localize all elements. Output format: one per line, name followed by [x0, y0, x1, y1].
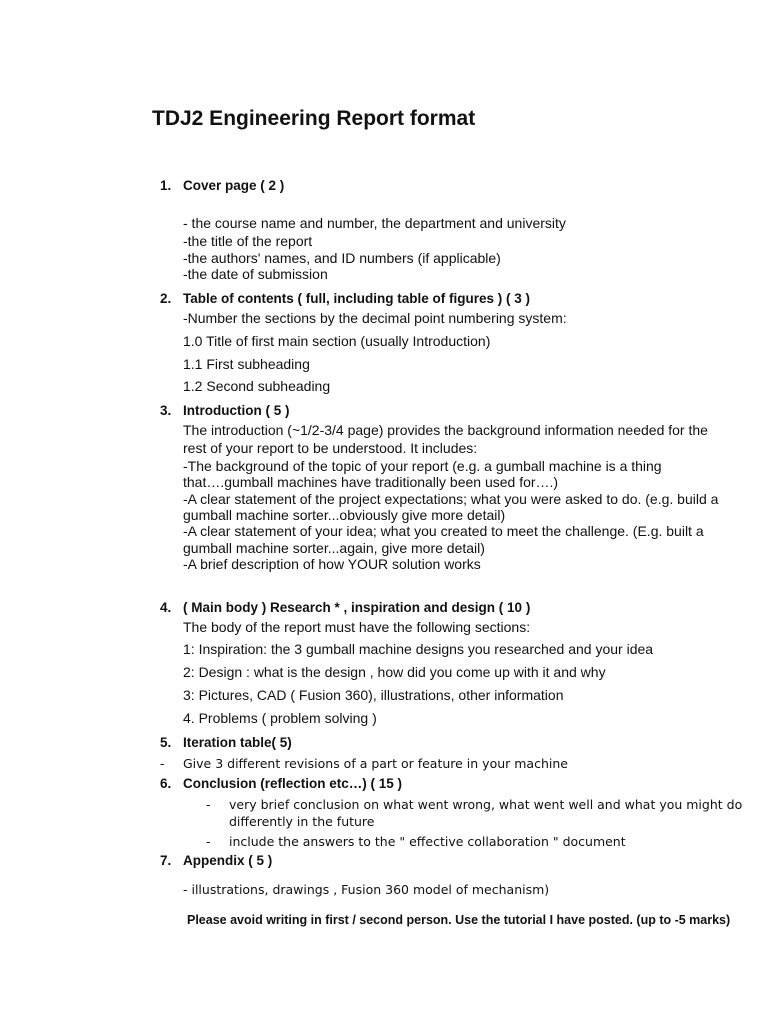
section-number: 7.	[160, 853, 172, 868]
appendix-item: - illustrations, drawings , Fusion 360 model of mechanism)	[183, 882, 550, 897]
intro-line: gumball machine sorter...obviously give more detail)	[183, 507, 506, 523]
list-dash: -	[160, 756, 165, 771]
cover-item: -the title of the report	[183, 233, 313, 249]
section-heading-main-body: ( Main body ) Research * , inspiration and design ( 10 )	[183, 600, 531, 615]
intro-line: that….gumball machines have traditionally been used for….)	[183, 474, 559, 490]
cover-item: -the authors' names, and ID numbers (if applicable)	[183, 250, 501, 266]
section-number: 2.	[160, 291, 172, 306]
toc-line: -Number the sections by the decimal point numbering system:	[183, 310, 567, 326]
intro-line: The introduction (~1/2-3/4 page) provides the background information needed for the	[183, 422, 708, 438]
section-number: 4.	[160, 600, 172, 615]
body-line: 3: Pictures, CAD ( Fusion 360), illustrations, other information	[183, 687, 564, 703]
cover-item: - the course name and number, the department and university	[183, 215, 566, 231]
toc-line: 1.0 Title of first main section (usually Introduction)	[183, 333, 491, 349]
cover-item: -the date of submission	[183, 266, 328, 282]
conclusion-item: differently in the future	[229, 814, 375, 829]
conclusion-item: very brief conclusion on what went wrong, what went well and what you might do	[229, 797, 743, 812]
list-dash: -	[206, 834, 211, 849]
page-title: TDJ2 Engineering Report format	[152, 107, 476, 130]
body-line: 2: Design : what is the design , how did you come up with it and why	[183, 664, 606, 680]
intro-line: -A clear statement of the project expectations; what you were asked to do. (e.g. build a	[183, 491, 719, 507]
intro-line: gumball machine sorter...again, give more detail)	[183, 540, 485, 556]
intro-line: -A brief description of how YOUR solution works	[183, 556, 481, 572]
section-number: 5.	[160, 735, 172, 750]
section-heading-appendix: Appendix ( 5 )	[183, 853, 273, 868]
body-line: 1: Inspiration: the 3 gumball machine designs you researched and your idea	[183, 641, 654, 657]
body-line: The body of the report must have the following sections:	[183, 619, 531, 635]
conclusion-item: include the answers to the " effective collaboration " document	[229, 834, 626, 849]
body-line: 4. Problems ( problem solving )	[183, 710, 377, 726]
section-number: 1.	[160, 178, 172, 193]
toc-line: 1.2 Second subheading	[183, 378, 331, 394]
list-dash: -	[206, 797, 211, 812]
section-heading-conclusion: Conclusion (reflection etc…) ( 15 )	[183, 776, 403, 791]
section-number: 6.	[160, 776, 172, 791]
iteration-item: Give 3 different revisions of a part or feature in your machine	[183, 756, 568, 771]
footer-note: Please avoid writing in first / second person. Use the tutorial I have posted. (up to -5 marks)	[187, 913, 731, 927]
toc-line: 1.1 First subheading	[183, 356, 310, 372]
section-heading-toc: Table of contents ( full, including table of figures ) ( 3 )	[183, 291, 530, 306]
intro-line: -The background of the topic of your report (e.g. a gumball machine is a thing	[183, 458, 662, 474]
section-heading-introduction: Introduction ( 5 )	[183, 403, 290, 418]
section-heading-cover: Cover page ( 2 )	[183, 178, 285, 193]
section-number: 3.	[160, 403, 172, 418]
intro-line: rest of your report to be understood. It includes:	[183, 440, 478, 456]
intro-line: -A clear statement of your idea; what you created to meet the challenge. (E.g. built a	[183, 523, 704, 539]
section-heading-iteration: Iteration table( 5)	[183, 735, 292, 750]
